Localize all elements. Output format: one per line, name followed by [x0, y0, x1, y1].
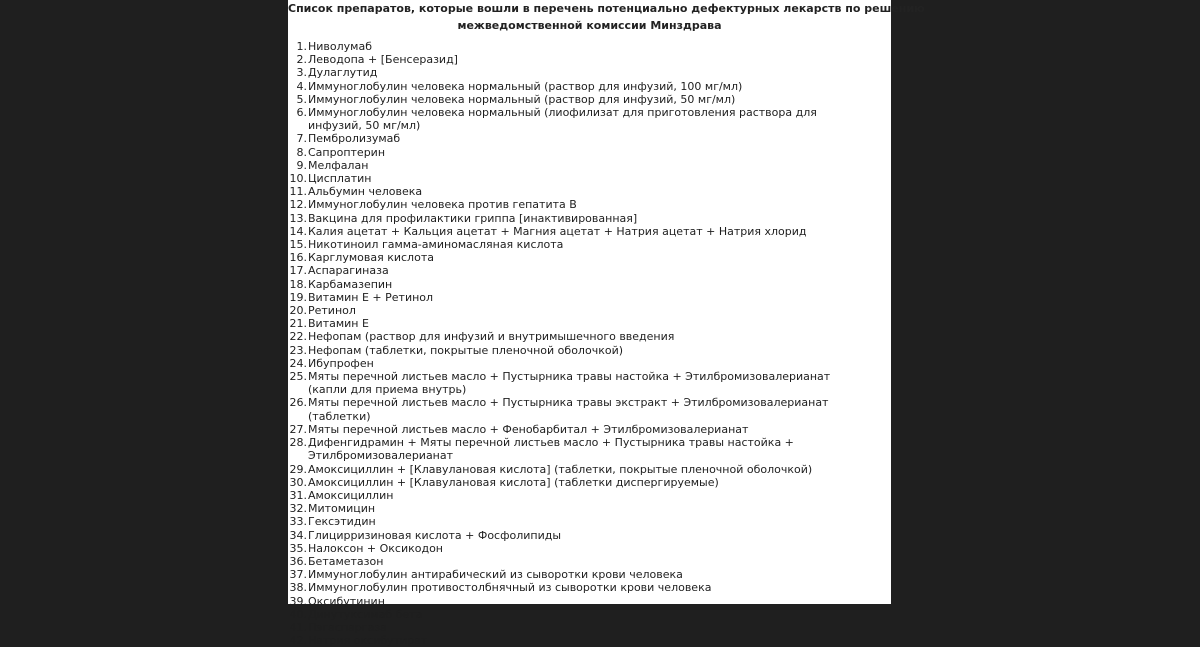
list-item-number: 27. [289, 422, 307, 436]
list-item-text: Натрия оксибутират [308, 634, 428, 647]
list-item-number: 22. [289, 330, 307, 344]
list-item-number: 23. [289, 343, 307, 357]
list-item-number: 28. [289, 436, 307, 450]
list-item [288, 515, 888, 528]
list-item [288, 93, 888, 106]
list-item-number: 9. [296, 158, 307, 172]
list-item-text: Мяты перечной листьев масло + Пустырника травы экстракт + Этилбромизовалерианат (таблетки) [308, 396, 829, 423]
list-item-text: Цисплатин [308, 172, 372, 186]
list-item-text: Налоксон + Оксикодон [308, 541, 443, 555]
list-item [288, 542, 888, 555]
list-item-number: 31. [289, 488, 307, 502]
drug-list [288, 40, 888, 647]
list-item [288, 423, 888, 436]
list-item-number: 26. [289, 396, 307, 410]
list-item-number: 32. [289, 502, 307, 516]
list-item-number: 8. [296, 145, 307, 159]
list-item-number: 16. [289, 251, 307, 265]
list-item-text: Иммуноглобулин человека против гепатита В [308, 198, 577, 212]
list-item-number: 14. [289, 224, 307, 238]
list-item [288, 357, 888, 370]
list-item [288, 317, 888, 330]
list-item-number: 38. [289, 581, 307, 595]
list-item-number: 24. [289, 356, 307, 370]
list-item-number: 13. [289, 211, 307, 225]
list-item-text: Витамин Е + Ретинол [308, 290, 434, 304]
list-item-number: 29. [289, 462, 307, 476]
list-item [288, 53, 888, 66]
list-item-number: 41. [289, 620, 307, 634]
list-item-text: Ниволумаб [308, 40, 372, 53]
list-item [288, 502, 888, 515]
list-item-text: Амоксициллин + [Клавулановая кислота] (таблетки, покрытые пленочной оболочкой) [308, 462, 813, 476]
list-item [288, 80, 888, 93]
list-item-text: Иммуноглобулин человека нормальный (раствор для инфузий, 50 мг/мл) [308, 92, 736, 106]
list-item [288, 370, 888, 396]
document-title [288, 0, 925, 34]
list-item-number: 30. [289, 475, 307, 489]
list-item-text: Дифенгидрамин + Мяты перечной листьев масло + Пустырника травы настойка + Этилбромизовалерианат [308, 436, 794, 463]
list-item-number: 25. [289, 370, 307, 384]
list-item-text: Иммуноглобулин противостолбнячный из сыворотки крови человека [308, 581, 712, 595]
list-item-text: Нефопам (таблетки, покрытые пленочной оболочкой) [308, 343, 624, 357]
list-item-text: Динутуксимаб бета [308, 607, 423, 621]
list-item-number: 6. [296, 106, 307, 120]
list-item-text: Пембролизумаб [308, 132, 401, 146]
list-item [288, 278, 888, 291]
list-item [288, 581, 888, 594]
list-item-text: Мяты перечной листьев масло + Фенобарбитал + Этилбромизовалерианат [308, 422, 749, 436]
list-item-text: Иммуноглобулин антирабический из сыворотки крови человека [308, 568, 683, 582]
list-item [288, 264, 888, 277]
list-item-number: 15. [289, 238, 307, 252]
list-item [288, 251, 888, 264]
list-item [288, 304, 888, 317]
list-item [288, 185, 888, 198]
list-item-text: Амоксициллин + [Клавулановая кислота] (таблетки диспергируемые) [308, 475, 719, 489]
list-item [288, 489, 888, 502]
list-item [288, 159, 888, 172]
list-item-text: Мелфалан [308, 158, 369, 172]
list-item [288, 344, 888, 357]
list-item-number: 39. [289, 594, 307, 608]
list-item-text: Мяты перечной листьев масло + Пустырника травы настойка + Этилбромизовалерианат (капли для приема внутрь) [308, 370, 831, 397]
list-item-text: Глицирризиновая кислота + Фосфолипиды [308, 528, 562, 542]
list-item [288, 212, 888, 225]
list-item-text: Вакцина для профилактики гриппа [инактивированная] [308, 211, 638, 225]
list-item [288, 238, 888, 251]
list-item-text: Пэгаспаргаза [308, 620, 387, 634]
list-item-text: Иммуноглобулин человека нормальный (раствор для инфузий, 100 мг/мл) [308, 79, 743, 93]
list-item-text: Карбамазепин [308, 277, 393, 291]
list-item-number: 2. [296, 53, 307, 67]
list-item [288, 463, 888, 476]
list-item-number: 37. [289, 568, 307, 582]
list-item-number: 4. [296, 79, 307, 93]
list-item-number: 19. [289, 290, 307, 304]
title-line-1: Список препаратов, которые вошли в перечень потенциально дефектурных лекарств по решению [288, 2, 925, 15]
list-item-number: 5. [296, 92, 307, 106]
list-item-text: Митомицин [308, 502, 376, 516]
list-item [288, 621, 888, 634]
list-item-number: 20. [289, 304, 307, 318]
document-page [288, 0, 925, 647]
list-item-text: Ибупрофен [308, 356, 374, 370]
list-item [288, 106, 888, 132]
list-item [288, 198, 888, 211]
list-item [288, 330, 888, 343]
list-item-text: Аспарагиназа [308, 264, 389, 278]
list-item-number: 3. [296, 66, 307, 80]
list-item-text: Амоксициллин [308, 488, 394, 502]
list-item-number: 35. [289, 541, 307, 555]
list-item-number: 10. [289, 172, 307, 186]
list-item-number: 18. [289, 277, 307, 291]
list-item-number: 34. [289, 528, 307, 542]
list-item-text: Леводопа + [Бенсеразид] [308, 53, 458, 67]
list-item-text: Гексэтидин [308, 515, 376, 529]
list-item-text: Бетаметазон [308, 554, 384, 568]
list-item-text: Калия ацетат + Кальция ацетат + Магния ацетат + Натрия ацетат + Натрия хлорид [308, 224, 807, 238]
list-item [288, 40, 888, 53]
list-item-number: 36. [289, 554, 307, 568]
title-line-2: межведомственной комиссии Минздрава [457, 19, 722, 32]
list-item-text: Дулаглутид [308, 66, 378, 80]
list-item [288, 634, 888, 647]
list-item-number: 17. [289, 264, 307, 278]
list-item-number: 7. [296, 132, 307, 146]
list-item [288, 132, 888, 145]
list-item [288, 529, 888, 542]
list-item-number: 40. [289, 607, 307, 621]
list-item [288, 172, 888, 185]
list-item-text: Ретинол [308, 304, 356, 318]
list-item-text: Сапроптерин [308, 145, 386, 159]
list-item-text: Никотиноил гамма-аминомасляная кислота [308, 238, 564, 252]
list-item-number: 12. [289, 198, 307, 212]
list-item [288, 595, 888, 608]
list-item-text: Иммуноглобулин человека нормальный (лиофилизат для приготовления раствора для инфузий, 50 мг/мл) [308, 106, 817, 133]
list-item-number: 42. [289, 634, 307, 647]
list-item [288, 146, 888, 159]
list-item [288, 436, 888, 462]
list-item [288, 608, 888, 621]
list-item [288, 291, 888, 304]
list-item-number: 33. [289, 515, 307, 529]
list-item-number: 11. [289, 185, 307, 199]
list-item [288, 66, 888, 79]
list-item-text: Оксибутинин [308, 594, 385, 608]
list-item-text: Витамин Е [308, 317, 369, 331]
list-item-number: 1. [296, 40, 307, 53]
list-item [288, 476, 888, 489]
list-item [288, 396, 888, 422]
list-item-text: Карглумовая кислота [308, 251, 434, 265]
list-item [288, 555, 888, 568]
list-item-text: Альбумин человека [308, 185, 423, 199]
list-item-number: 21. [289, 317, 307, 331]
list-item-text: Нефопам (раствор для инфузий и внутримышечного введения [308, 330, 675, 344]
list-item [288, 225, 888, 238]
list-item [288, 568, 888, 581]
